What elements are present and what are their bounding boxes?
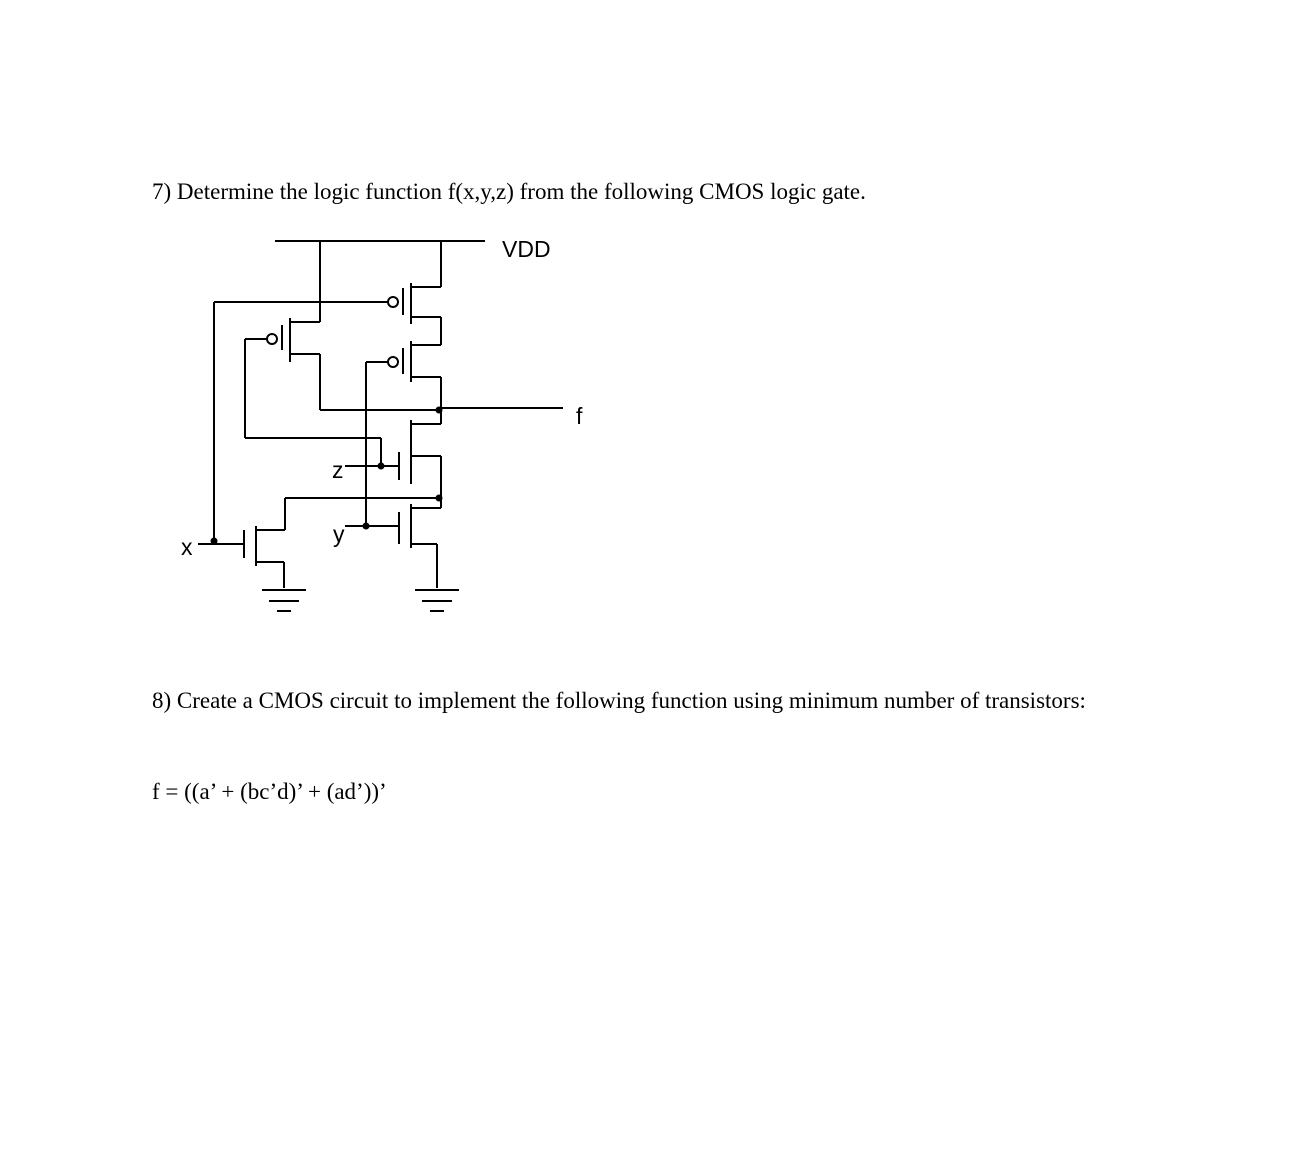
ground-symbol-right [415,590,459,611]
input-z-label: z [332,457,344,483]
y-junction-dot [363,523,370,530]
nmos-z [345,410,441,508]
input-x-label: x [181,534,193,560]
z-junction-dot [378,463,385,470]
pmos-y-middle [366,317,441,410]
input-y-label: y [333,521,345,547]
question-8-text: 8) Create a CMOS circuit to implement the following function using minimum number of transistors: [152,688,1086,713]
ground-symbol-left [262,590,306,611]
pmos-x-top [214,241,441,324]
middle-junction-dot [436,495,443,502]
nmos-y [345,504,441,588]
vdd-label: VDD [502,236,551,262]
question-7-text: 7) Determine the logic function f(x,y,z) from the following CMOS logic gate. [152,179,866,204]
output-junction-dot [436,407,443,414]
pmos-z-left [245,241,320,410]
nmos-x [198,498,290,588]
question-8-formula: f = ((a’ + (bc’d)’ + (ad’))’ [152,779,387,804]
output-label: f [576,403,583,429]
x-junction-dot [211,538,218,545]
